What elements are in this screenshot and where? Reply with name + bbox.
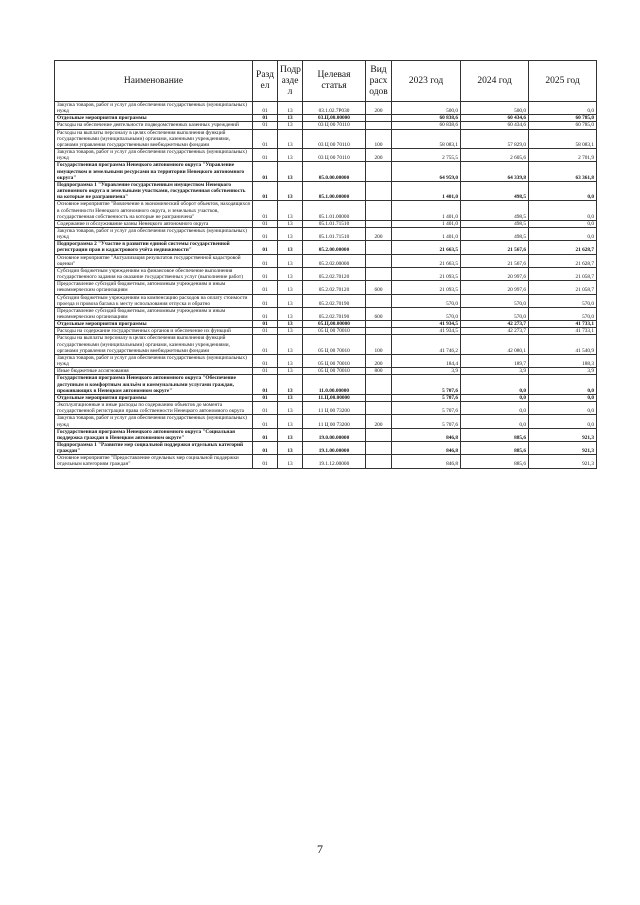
page-number: 7 — [317, 842, 323, 856]
cell-expense-type — [366, 294, 392, 307]
cell-expense-type: 200 — [366, 227, 392, 240]
cell-expense-type — [366, 115, 392, 122]
cell-podrazdel: 13 — [278, 307, 303, 320]
cell-expense-type — [366, 220, 392, 227]
table-row — [55, 428, 597, 441]
cell-podrazdel: 13 — [278, 241, 303, 254]
header-name: Наименование — [55, 61, 253, 102]
cell-year-2025: 41 733,1 — [529, 328, 597, 335]
header-expense-type: Вид расх одов — [366, 61, 392, 102]
cell-year-2025: 21 628,7 — [529, 254, 597, 267]
cell-year-2024: 498,5 — [461, 227, 529, 240]
cell-year-2025: 188,3 — [529, 354, 597, 367]
cell-podrazdel: 13 — [278, 428, 303, 441]
cell-year-2023: 846,8 — [392, 441, 461, 454]
cell-podrazdel: 13 — [278, 162, 303, 181]
cell-year-2023: 1 401,0 — [392, 201, 461, 220]
cell-razdel: 01 — [253, 162, 278, 181]
cell-year-2024: 64 339,8 — [461, 162, 529, 181]
cell-target-article: 03 Ц 00 70110 — [303, 149, 366, 162]
cell-name: Предоставление субсидий бюджетным, автономным учреждениям и иным некоммерческим организациям — [55, 307, 253, 320]
cell-expense-type: 800 — [366, 368, 392, 375]
table-row — [55, 455, 597, 468]
cell-expense-type — [366, 394, 392, 401]
cell-target-article: 05.Ц.00.00000 — [303, 321, 366, 328]
cell-year-2023: 64 959,0 — [392, 162, 461, 181]
cell-expense-type — [366, 267, 392, 280]
cell-year-2025: 921,3 — [529, 428, 597, 441]
table-row — [55, 201, 597, 220]
cell-year-2025: 0,0 — [529, 220, 597, 227]
cell-expense-type — [366, 162, 392, 181]
table-row — [55, 368, 597, 375]
cell-name: Подпрограмма 2 "Участие в развитии единой системы государственной регистрации прав и кадастрового учёта недвижимости" — [55, 241, 253, 254]
cell-expense-type: 600 — [366, 281, 392, 294]
cell-year-2023: 58 083,1 — [392, 129, 461, 148]
cell-razdel: 01 — [253, 375, 278, 394]
cell-name: Основное мероприятие "Предоставление отдельных мер социальной поддержки отдельным категориям граждан" — [55, 455, 253, 468]
cell-year-2025: 41 733,1 — [529, 321, 597, 328]
header-year-2024: 2024 год — [461, 61, 529, 102]
table-row — [55, 281, 597, 294]
cell-target-article: 05.2.02.70190 — [303, 294, 366, 307]
cell-razdel: 01 — [253, 129, 278, 148]
cell-target-article: 11 Ц 00 73200 — [303, 415, 366, 428]
cell-name: Подпрограмма 1 "Развитие мер социальной поддержки отдельных категорий граждан" — [55, 441, 253, 454]
cell-expense-type: 100 — [366, 129, 392, 148]
cell-razdel: 01 — [253, 415, 278, 428]
cell-podrazdel: 13 — [278, 129, 303, 148]
table-header-row — [55, 61, 597, 102]
table-row — [55, 115, 597, 122]
table-row — [55, 294, 597, 307]
cell-expense-type — [366, 428, 392, 441]
cell-podrazdel: 13 — [278, 455, 303, 468]
cell-expense-type — [366, 321, 392, 328]
cell-expense-type — [366, 241, 392, 254]
cell-podrazdel: 13 — [278, 335, 303, 354]
cell-year-2024: 20 997,6 — [461, 267, 529, 280]
cell-year-2023: 5 707,6 — [392, 402, 461, 415]
cell-target-article: 05 Ц 00 70010 — [303, 354, 366, 367]
cell-razdel: 01 — [253, 335, 278, 354]
cell-name: Отдельные мероприятия программы — [55, 321, 253, 328]
cell-razdel: 01 — [253, 122, 278, 129]
cell-target-article: 05.2.00.00000 — [303, 241, 366, 254]
cell-year-2023: 1 401,0 — [392, 227, 461, 240]
cell-year-2023: 21 093,5 — [392, 281, 461, 294]
cell-expense-type — [366, 402, 392, 415]
cell-year-2025: 21 628,7 — [529, 241, 597, 254]
cell-year-2025: 0,0 — [529, 375, 597, 394]
cell-year-2023: 21 663,5 — [392, 241, 461, 254]
cell-year-2024: 20 997,6 — [461, 281, 529, 294]
cell-podrazdel: 13 — [278, 267, 303, 280]
table-row — [55, 122, 597, 129]
cell-year-2023: 3,9 — [392, 368, 461, 375]
cell-razdel: 01 — [253, 402, 278, 415]
cell-year-2023: 846,8 — [392, 455, 461, 468]
cell-year-2024: 42 273,7 — [461, 328, 529, 335]
cell-podrazdel: 13 — [278, 328, 303, 335]
cell-razdel: 01 — [253, 254, 278, 267]
table-row — [55, 129, 597, 148]
cell-name: Расходы на содержание государственных органов и обеспечение их функций — [55, 328, 253, 335]
cell-expense-type: 200 — [366, 354, 392, 367]
cell-target-article: 03 Ц 00 70110 — [303, 129, 366, 148]
table-body — [55, 102, 597, 469]
table-row — [55, 181, 597, 200]
cell-year-2024: 885,6 — [461, 441, 529, 454]
cell-podrazdel: 13 — [278, 227, 303, 240]
cell-podrazdel: 13 — [278, 394, 303, 401]
cell-podrazdel: 13 — [278, 149, 303, 162]
cell-target-article: 05 Ц 00 70010 — [303, 335, 366, 354]
table-row — [55, 162, 597, 181]
cell-target-article: 03 Ц 00 70110 — [303, 122, 366, 129]
cell-name: Государственная программа Ненецкого автономного округа "Социальная поддержка граждан в Ненецком автономном округе" — [55, 428, 253, 441]
cell-razdel: 01 — [253, 181, 278, 200]
cell-expense-type — [366, 375, 392, 394]
cell-year-2023: 846,8 — [392, 428, 461, 441]
cell-name: Иные бюджетные ассигнования — [55, 368, 253, 375]
cell-razdel: 01 — [253, 201, 278, 220]
cell-year-2023: 570,0 — [392, 307, 461, 320]
cell-year-2024: 42 273,7 — [461, 321, 529, 328]
cell-razdel: 01 — [253, 102, 278, 115]
cell-podrazdel: 13 — [278, 220, 303, 227]
table-row — [55, 354, 597, 367]
cell-year-2025: 2 701,9 — [529, 149, 597, 162]
cell-target-article: 05.0.00.00000 — [303, 162, 366, 181]
cell-year-2025: 60 785,0 — [529, 122, 597, 129]
cell-target-article: 11.Ц.00.00000 — [303, 394, 366, 401]
cell-expense-type — [366, 254, 392, 267]
cell-year-2025: 0,0 — [529, 181, 597, 200]
cell-expense-type — [366, 181, 392, 200]
cell-razdel: 01 — [253, 328, 278, 335]
cell-name: Предоставление субсидий бюджетным, автономным учреждениям и иным некоммерческим организациям — [55, 281, 253, 294]
cell-year-2025: 0,0 — [529, 102, 597, 115]
cell-target-article: 03.Ц.00.00000 — [303, 115, 366, 122]
cell-razdel: 01 — [253, 294, 278, 307]
cell-year-2024: 570,0 — [461, 307, 529, 320]
cell-year-2023: 60 838,6 — [392, 115, 461, 122]
header-target-article: Целевая статья — [303, 61, 366, 102]
cell-year-2024: 885,6 — [461, 455, 529, 468]
cell-name: Содержание и обслуживание казны Ненецкого автономного округа — [55, 220, 253, 227]
cell-year-2025: 0,0 — [529, 402, 597, 415]
cell-year-2025: 0,0 — [529, 227, 597, 240]
cell-razdel: 01 — [253, 354, 278, 367]
cell-target-article: 05.2.02.70190 — [303, 307, 366, 320]
cell-year-2025: 21 058,7 — [529, 281, 597, 294]
table-row — [55, 267, 597, 280]
cell-podrazdel: 13 — [278, 122, 303, 129]
cell-year-2023: 500,0 — [392, 102, 461, 115]
cell-target-article: 05.2.02.70120 — [303, 281, 366, 294]
table-row — [55, 415, 597, 428]
cell-podrazdel: 13 — [278, 415, 303, 428]
cell-year-2025: 60 785,0 — [529, 115, 597, 122]
cell-year-2023: 2 755,5 — [392, 149, 461, 162]
cell-podrazdel: 13 — [278, 181, 303, 200]
cell-year-2025: 63 361,8 — [529, 162, 597, 181]
cell-target-article: 05.1.00.00000 — [303, 181, 366, 200]
cell-podrazdel: 13 — [278, 354, 303, 367]
table-row — [55, 375, 597, 394]
cell-year-2024: 21 567,6 — [461, 241, 529, 254]
cell-podrazdel: 13 — [278, 254, 303, 267]
cell-year-2024: 0,0 — [461, 375, 529, 394]
cell-year-2025: 570,0 — [529, 307, 597, 320]
cell-razdel: 01 — [253, 267, 278, 280]
cell-year-2024: 21 567,6 — [461, 254, 529, 267]
cell-name: Отдельные мероприятия программы — [55, 394, 253, 401]
cell-year-2025: 0,0 — [529, 394, 597, 401]
cell-year-2025: 3,9 — [529, 368, 597, 375]
cell-year-2023: 21 663,5 — [392, 254, 461, 267]
cell-razdel: 01 — [253, 307, 278, 320]
cell-year-2024: 2 605,6 — [461, 149, 529, 162]
cell-year-2023: 5 707,6 — [392, 394, 461, 401]
cell-target-article: 19.1.00.00000 — [303, 441, 366, 454]
cell-year-2025: 21 058,7 — [529, 267, 597, 280]
cell-expense-type — [366, 122, 392, 129]
table-row — [55, 328, 597, 335]
cell-year-2024: 3,9 — [461, 368, 529, 375]
cell-year-2025: 570,0 — [529, 294, 597, 307]
cell-year-2024: 189,7 — [461, 354, 529, 367]
cell-podrazdel: 13 — [278, 441, 303, 454]
cell-podrazdel: 13 — [278, 321, 303, 328]
cell-target-article: 19.1.12.00000 — [303, 455, 366, 468]
table-row — [55, 102, 597, 115]
cell-year-2024: 498,5 — [461, 181, 529, 200]
cell-podrazdel: 13 — [278, 102, 303, 115]
cell-target-article: 05.1.01.00000 — [303, 201, 366, 220]
cell-year-2023: 21 093,5 — [392, 267, 461, 280]
cell-year-2023: 5 707,6 — [392, 375, 461, 394]
cell-year-2024: 60 434,6 — [461, 122, 529, 129]
cell-name: Расходы на выплаты персоналу в целях обеспечения выполнения функций государственными (муниципальными) органами, казенными учреждениями, органами управления государственными внебюджетными фондами — [55, 335, 253, 354]
cell-expense-type — [366, 328, 392, 335]
cell-razdel: 01 — [253, 227, 278, 240]
cell-year-2023: 1 401,0 — [392, 220, 461, 227]
cell-razdel: 01 — [253, 394, 278, 401]
cell-name: Закупка товаров, работ и услуг для обеспечения государственных (муниципальных) нужд — [55, 149, 253, 162]
cell-year-2023: 570,0 — [392, 294, 461, 307]
cell-target-article: 05.2.02.00000 — [303, 254, 366, 267]
cell-year-2023: 41 934,5 — [392, 328, 461, 335]
cell-expense-type — [366, 441, 392, 454]
cell-target-article: 05.2.02.70120 — [303, 267, 366, 280]
cell-year-2025: 921,3 — [529, 441, 597, 454]
cell-razdel: 01 — [253, 241, 278, 254]
cell-year-2025: 0,0 — [529, 415, 597, 428]
cell-name: Закупка товаров, работ и услуг для обеспечения государственных (муниципальных) нужд — [55, 102, 253, 115]
cell-razdel: 01 — [253, 368, 278, 375]
header-podrazdel: Подр азде л — [278, 61, 303, 102]
cell-year-2024: 0,0 — [461, 415, 529, 428]
table-row — [55, 321, 597, 328]
cell-podrazdel: 13 — [278, 281, 303, 294]
cell-razdel: 01 — [253, 149, 278, 162]
cell-name: Государственная программа Ненецкого автономного округа "Управление имуществом и земельными ресурсами на территории Ненецкого автономного округа" — [55, 162, 253, 181]
table-row — [55, 254, 597, 267]
cell-name: Государственная программа Ненецкого автономного округа "Обеспечение доступным и комфортным жильём и коммунальными услугами граждан, проживающих в Ненецком автономном округе" — [55, 375, 253, 394]
cell-podrazdel: 13 — [278, 201, 303, 220]
cell-name: Закупка товаров, работ и услуг для обеспечения государственных (муниципальных) нужд — [55, 354, 253, 367]
cell-target-article: 05 Ц 00 70010 — [303, 328, 366, 335]
cell-year-2024: 60 434,6 — [461, 115, 529, 122]
cell-target-article: 19.0.00.00000 — [303, 428, 366, 441]
table-row — [55, 149, 597, 162]
cell-name: Расходы на выплаты персоналу в целях обеспечения выполнения функций государственными (муниципальными) органами, казенными учреждениями, органами управления государственными внебюджетными фондами — [55, 129, 253, 148]
cell-expense-type: 200 — [366, 149, 392, 162]
cell-razdel: 01 — [253, 220, 278, 227]
cell-podrazdel: 13 — [278, 368, 303, 375]
cell-target-article: 11 Ц 00 73200 — [303, 402, 366, 415]
cell-expense-type — [366, 201, 392, 220]
cell-razdel: 01 — [253, 455, 278, 468]
cell-year-2025: 58 083,1 — [529, 129, 597, 148]
cell-year-2023: 1 401,0 — [392, 181, 461, 200]
cell-name: Отдельные мероприятия программы — [55, 115, 253, 122]
cell-year-2024: 500,0 — [461, 102, 529, 115]
cell-name: Субсидии бюджетным учреждениям на компенсацию расходов на оплату стоимости проезда и провоза багажа к месту использования отпуска и обратно — [55, 294, 253, 307]
cell-razdel: 01 — [253, 115, 278, 122]
cell-year-2025: 921,3 — [529, 455, 597, 468]
cell-year-2023: 5 707,6 — [392, 415, 461, 428]
cell-year-2024: 498,5 — [461, 201, 529, 220]
cell-year-2025: 41 540,9 — [529, 335, 597, 354]
header-year-2023: 2023 год — [392, 61, 461, 102]
table-row — [55, 241, 597, 254]
cell-year-2024: 0,0 — [461, 402, 529, 415]
cell-target-article: 03.1.02.7Р030 — [303, 102, 366, 115]
cell-razdel: 01 — [253, 428, 278, 441]
cell-year-2023: 60 838,6 — [392, 122, 461, 129]
cell-podrazdel: 13 — [278, 115, 303, 122]
table-row — [55, 220, 597, 227]
cell-target-article: 05 Ц 00 70010 — [303, 368, 366, 375]
cell-name: Расходы на обеспечение деятельности подведомственных казенных учреждений — [55, 122, 253, 129]
budget-table — [54, 60, 597, 469]
cell-expense-type: 200 — [366, 415, 392, 428]
cell-podrazdel: 13 — [278, 294, 303, 307]
cell-expense-type — [366, 455, 392, 468]
cell-razdel: 01 — [253, 281, 278, 294]
cell-name: Основное мероприятие "Актуализация результатов государственной кадастровой оценки" — [55, 254, 253, 267]
table-row — [55, 402, 597, 415]
table-row — [55, 441, 597, 454]
cell-razdel: 01 — [253, 321, 278, 328]
cell-year-2024: 57 829,0 — [461, 129, 529, 148]
cell-name: Закупка товаров, работ и услуг для обеспечения государственных (муниципальных) нужд — [55, 415, 253, 428]
cell-target-article: 11.0.00.00000 — [303, 375, 366, 394]
cell-name: Закупка товаров, работ и услуг для обеспечения государственных (муниципальных) нужд — [55, 227, 253, 240]
cell-podrazdel: 13 — [278, 402, 303, 415]
table-row — [55, 227, 597, 240]
cell-target-article: 05.1.01.71510 — [303, 220, 366, 227]
cell-name: Субсидии бюджетным учреждениям на финансовое обеспечение выполнения государственного задания на оказание государственных услуг (выполнение работ) — [55, 267, 253, 280]
cell-podrazdel: 13 — [278, 375, 303, 394]
cell-name: Подпрограмма 1 "Управление государственным имуществом Ненецкого автономного округа и земельными участками, государственная собственность на которые не разграничена" — [55, 181, 253, 200]
cell-year-2023: 41 746,2 — [392, 335, 461, 354]
cell-year-2024: 42 080,1 — [461, 335, 529, 354]
header-year-2025: 2025 год — [529, 61, 597, 102]
cell-name: Эксплуатационные и иные расходы по содержанию объектов до момента государственной регистрации права собственности Ненецкого автономного округа — [55, 402, 253, 415]
cell-year-2025: 0,0 — [529, 201, 597, 220]
table-row — [55, 394, 597, 401]
cell-expense-type: 600 — [366, 307, 392, 320]
cell-target-article: 05.1.01.71510 — [303, 227, 366, 240]
cell-expense-type: 200 — [366, 102, 392, 115]
cell-year-2023: 184,4 — [392, 354, 461, 367]
cell-year-2024: 885,6 — [461, 428, 529, 441]
cell-year-2024: 0,0 — [461, 394, 529, 401]
cell-year-2024: 498,5 — [461, 220, 529, 227]
cell-razdel: 01 — [253, 441, 278, 454]
cell-name: Основное мероприятие "Вовлечение в экономический оборот объектов, находящихся в собственности Ненецкого автономного округа, и земельных участков, государственная собственность на которые не разграничена" — [55, 201, 253, 220]
cell-year-2023: 41 934,5 — [392, 321, 461, 328]
cell-expense-type: 100 — [366, 335, 392, 354]
table-row — [55, 307, 597, 320]
cell-year-2024: 570,0 — [461, 294, 529, 307]
header-razdel: Разд ел — [253, 61, 278, 102]
table-row — [55, 335, 597, 354]
